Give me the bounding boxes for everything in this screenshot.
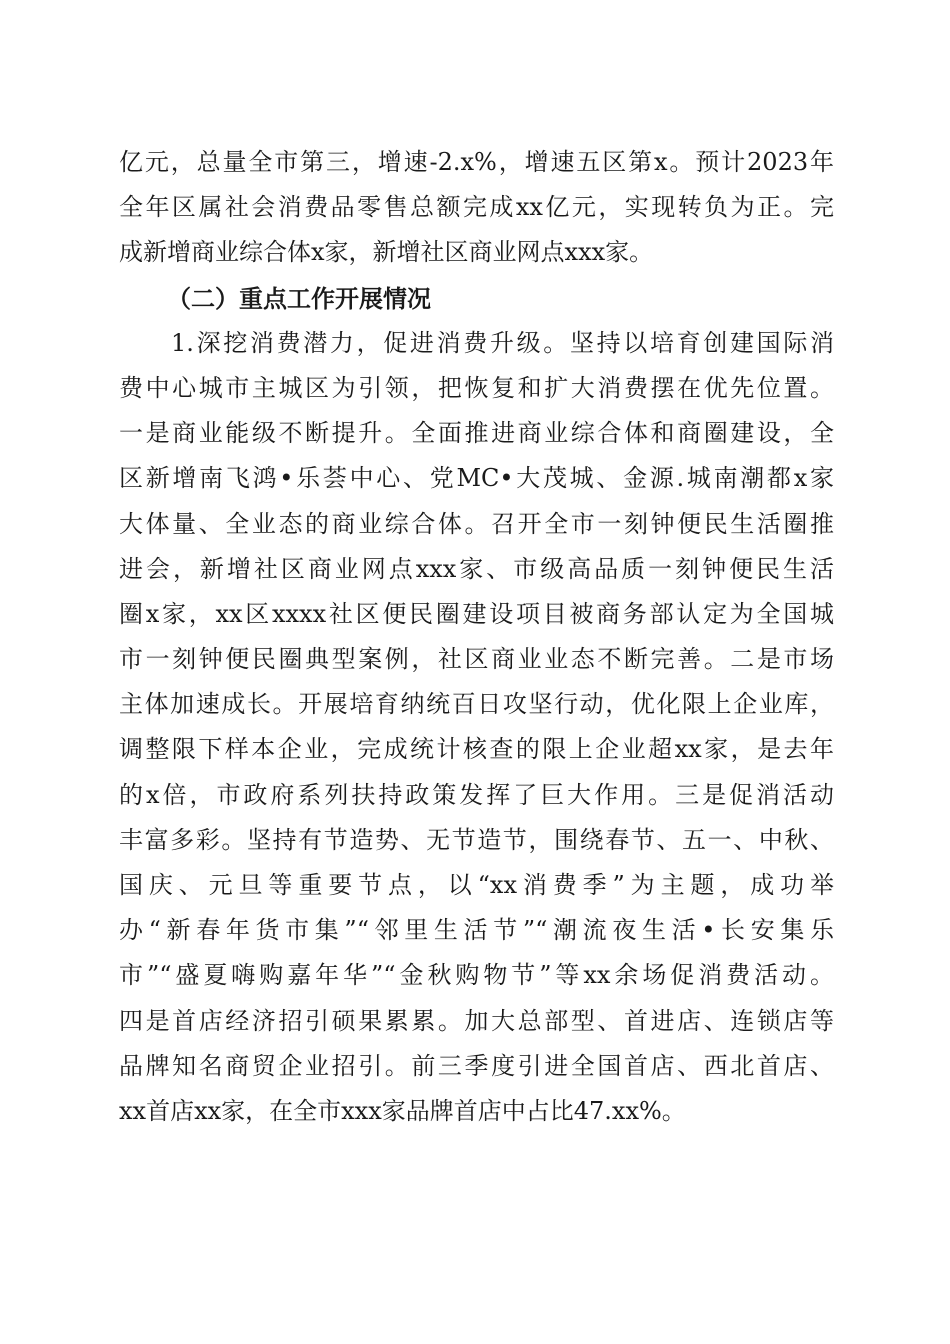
text-line-7: 一是商业能级不断提升。全面推进商业综合体和商圈建设，全 <box>119 419 834 448</box>
text-line-17: 国庆、元旦等重要节点，以“xx消费季”为主题，成功举 <box>119 871 834 899</box>
text-line-2: 全年区属社会消费品零售总额完成xx亿元，实现转负为正。完 <box>119 193 834 222</box>
text-line-1: 亿元，总量全市第三，增速-2.x%，增速五区第x。预计2023年 <box>119 148 834 176</box>
text-line-20: 四是首店经济招引硕果累累。加大总部型、首进店、连锁店等 <box>119 1006 834 1035</box>
text-line-5: 1.深挖消费潜力，促进消费升级。坚持以培育创建国际消 <box>171 328 834 357</box>
section-heading: （二）重点工作开展情况 <box>167 283 431 313</box>
text-line-6: 费中心城市主城区为引领，把恢复和扩大消费摆在优先位置。 <box>119 373 834 402</box>
document-page <box>119 140 834 1134</box>
text-line-21: 品牌知名商贸企业招引。前三季度引进全国首店、西北首店、 <box>119 1051 834 1080</box>
text-line-22: xx首店xx家，在全市xxx家品牌首店中占比47.xx%。 <box>119 1096 686 1125</box>
text-line-13: 主体加速成长。开展培育纳统百日攻坚行动，优化限上企业库， <box>119 690 834 719</box>
text-line-19: 市”“盛夏嗨购嘉年华”“金秋购物节”等xx余场促消费活动。 <box>119 961 834 990</box>
text-line-16: 丰富多彩。坚持有节造势、无节造节，围绕春节、五一、中秋、 <box>119 825 834 854</box>
text-line-8: 区新增南飞鸿•乐荟中心、党MC•大茂城、金源.城南潮都x家 <box>119 464 834 493</box>
text-line-14: 调整限下样本企业，完成统计核查的限上企业超xx家，是去年 <box>119 735 834 764</box>
text-line-18: 办“新春年货市集”“邻里生活节”“潮流夜生活•长安集乐 <box>119 916 834 945</box>
text-line-10: 进会，新增社区商业网点xxx家、市级高品质一刻钟便民生活 <box>119 554 834 583</box>
text-line-11: 圈x家，xx区xxxx社区便民圈建设项目被商务部认定为全国城 <box>119 599 834 628</box>
text-line-9: 大体量、全业态的商业综合体。召开全市一刻钟便民生活圈推 <box>119 509 834 538</box>
text-line-15: 的x倍，市政府系列扶持政策发挥了巨大作用。三是促消活动 <box>119 780 834 809</box>
text-line-12: 市一刻钟便民圈典型案例，社区商业业态不断完善。二是市场 <box>119 645 834 674</box>
text-line-3: 成新增商业综合体x家，新增社区商业网点xxx家。 <box>119 238 654 267</box>
